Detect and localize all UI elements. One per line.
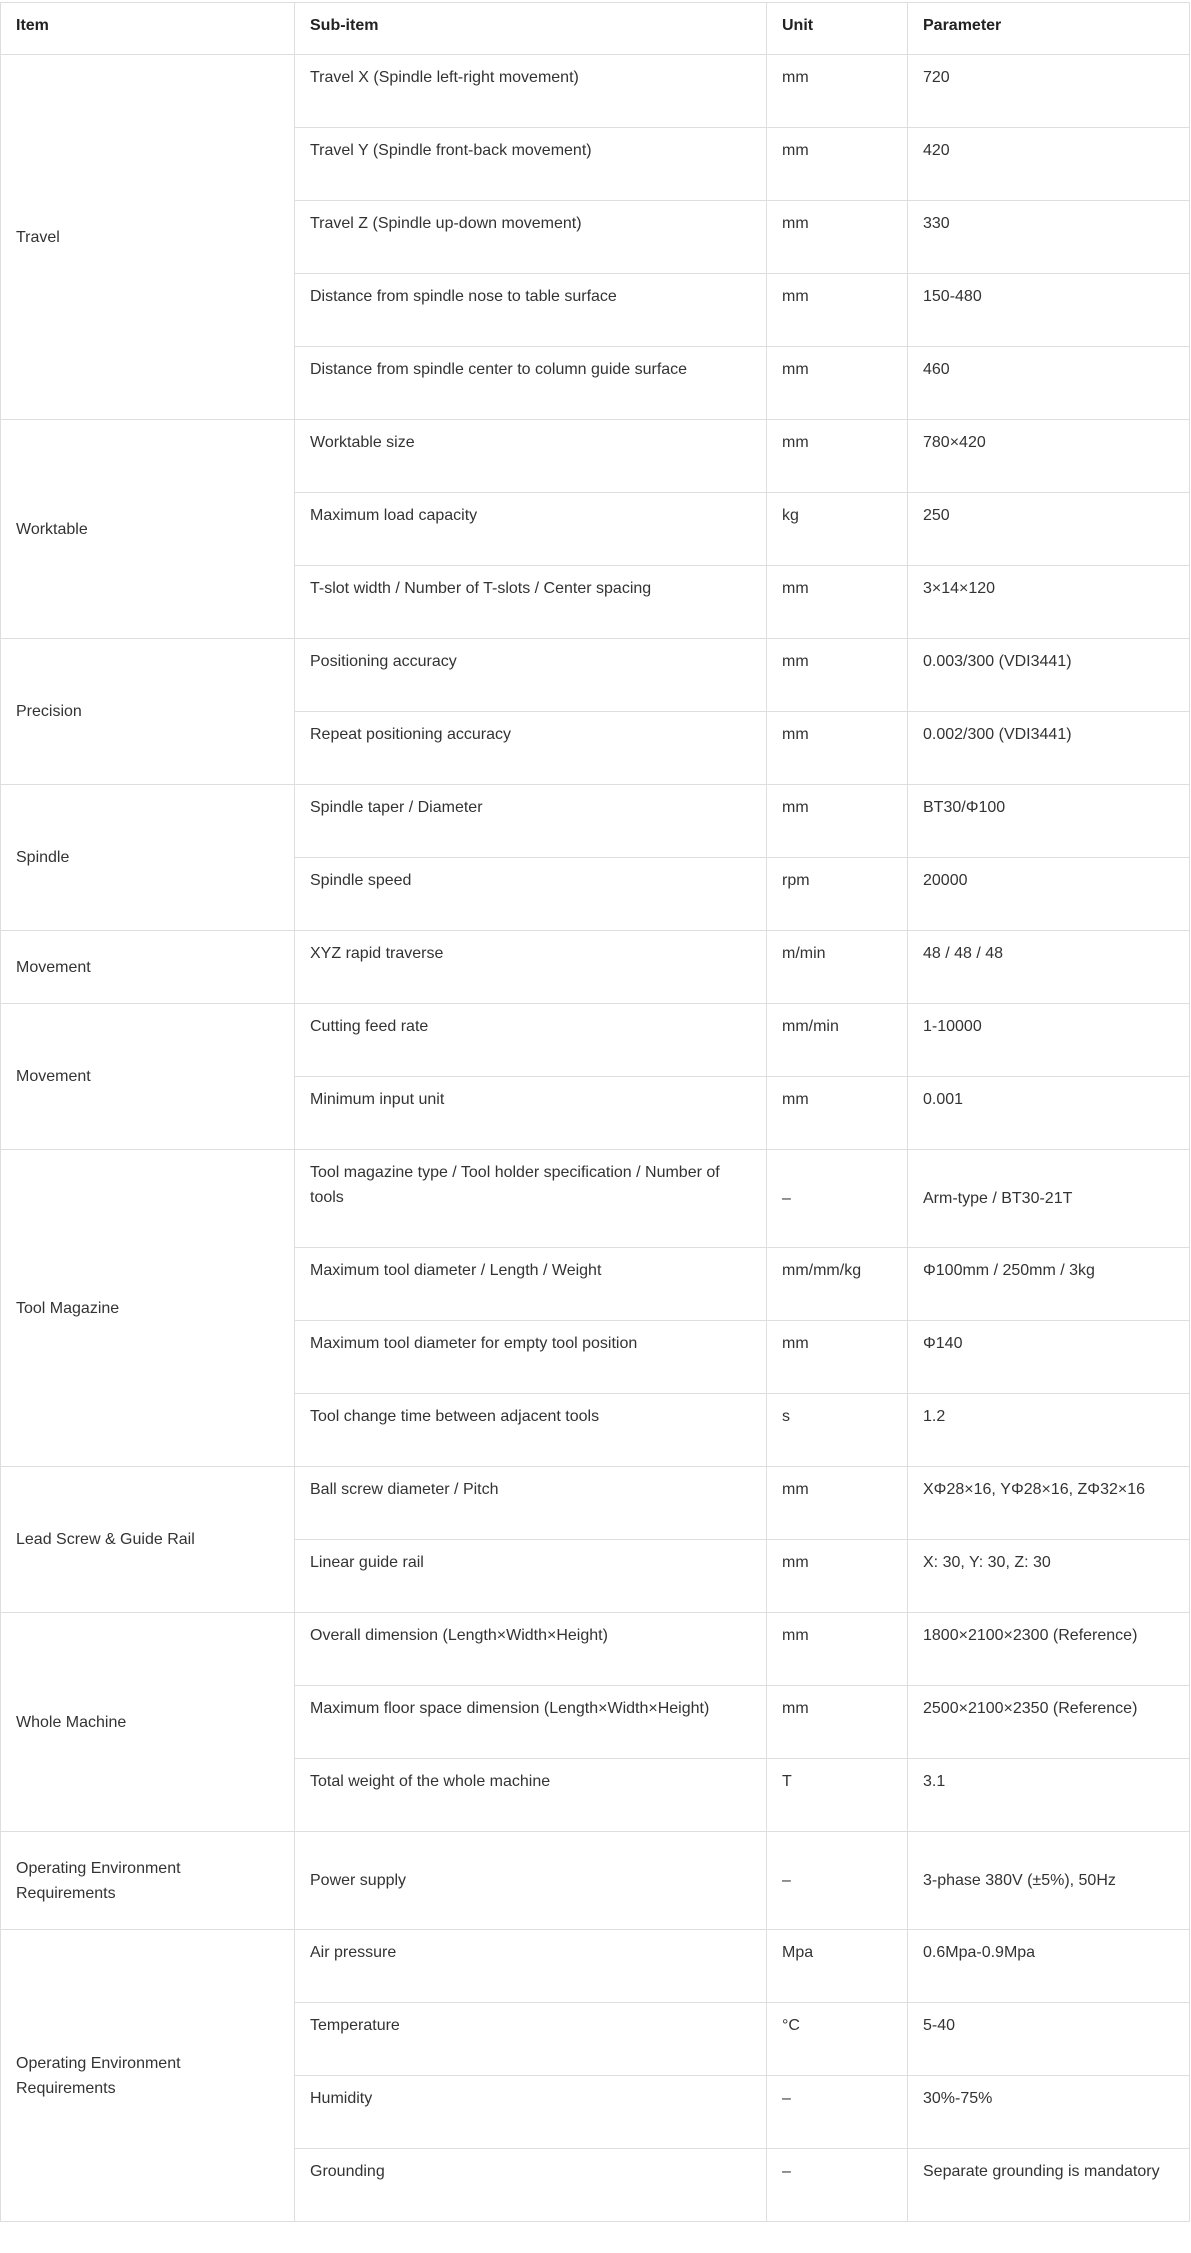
sub-item-cell: Positioning accuracy bbox=[295, 639, 767, 712]
parameter-cell: 250 bbox=[908, 493, 1190, 566]
parameter-cell: 1800×2100×2300 (Reference) bbox=[908, 1613, 1190, 1686]
parameter-cell: Φ140 bbox=[908, 1321, 1190, 1394]
unit-cell: mm bbox=[767, 1467, 908, 1540]
unit-cell: kg bbox=[767, 493, 908, 566]
unit-cell: mm bbox=[767, 274, 908, 347]
sub-item-cell: Travel Y (Spindle front-back movement) bbox=[295, 128, 767, 201]
item-cell: Travel bbox=[1, 55, 295, 420]
sub-item-cell: Maximum load capacity bbox=[295, 493, 767, 566]
sub-item-cell: Grounding bbox=[295, 2149, 767, 2222]
table-body bbox=[1, 55, 1190, 2222]
sub-item-cell: Power supply bbox=[295, 1832, 767, 1930]
parameter-cell: 5-40 bbox=[908, 2003, 1190, 2076]
table-row bbox=[1, 55, 1190, 128]
sub-item-cell: Maximum floor space dimension (Length×Width×Height) bbox=[295, 1686, 767, 1759]
table-row bbox=[1, 1150, 1190, 1248]
sub-item-cell: Temperature bbox=[295, 2003, 767, 2076]
parameter-cell: 1-10000 bbox=[908, 1004, 1190, 1077]
parameter-cell: 460 bbox=[908, 347, 1190, 420]
sub-item-cell: Total weight of the whole machine bbox=[295, 1759, 767, 1832]
parameter-cell: 420 bbox=[908, 128, 1190, 201]
unit-cell: mm bbox=[767, 1613, 908, 1686]
parameter-cell: 48 / 48 / 48 bbox=[908, 931, 1190, 1004]
item-cell: Operating Environment Requirements bbox=[1, 1930, 295, 2222]
unit-cell: mm bbox=[767, 1321, 908, 1394]
item-cell: Operating Environment Requirements bbox=[1, 1832, 295, 1930]
item-cell: Worktable bbox=[1, 420, 295, 639]
unit-cell: mm bbox=[767, 1686, 908, 1759]
parameter-cell: 0.001 bbox=[908, 1077, 1190, 1150]
parameter-cell: 780×420 bbox=[908, 420, 1190, 493]
parameter-cell: 330 bbox=[908, 201, 1190, 274]
parameter-cell: 3.1 bbox=[908, 1759, 1190, 1832]
parameter-cell: BT30/Φ100 bbox=[908, 785, 1190, 858]
unit-cell: °C bbox=[767, 2003, 908, 2076]
unit-cell: mm bbox=[767, 1540, 908, 1613]
header-unit: Unit bbox=[767, 3, 908, 55]
table-row bbox=[1, 420, 1190, 493]
sub-item-cell: Distance from spindle nose to table surface bbox=[295, 274, 767, 347]
item-cell: Lead Screw & Guide Rail bbox=[1, 1467, 295, 1613]
parameter-cell: 3-phase 380V (±5%), 50Hz bbox=[908, 1832, 1190, 1930]
unit-cell: mm bbox=[767, 639, 908, 712]
unit-cell: mm bbox=[767, 128, 908, 201]
unit-cell: – bbox=[767, 2149, 908, 2222]
parameter-cell: 0.002/300 (VDI3441) bbox=[908, 712, 1190, 785]
item-cell: Precision bbox=[1, 639, 295, 785]
sub-item-cell: Cutting feed rate bbox=[295, 1004, 767, 1077]
sub-item-cell: Linear guide rail bbox=[295, 1540, 767, 1613]
item-cell: Tool Magazine bbox=[1, 1150, 295, 1467]
sub-item-cell: Distance from spindle center to column guide surface bbox=[295, 347, 767, 420]
unit-cell: – bbox=[767, 1832, 908, 1930]
unit-cell: mm bbox=[767, 201, 908, 274]
table-row bbox=[1, 1467, 1190, 1540]
parameter-cell: 150-480 bbox=[908, 274, 1190, 347]
header-sub-item: Sub-item bbox=[295, 3, 767, 55]
parameter-cell: 0.003/300 (VDI3441) bbox=[908, 639, 1190, 712]
header-item: Item bbox=[1, 3, 295, 55]
table-row bbox=[1, 931, 1190, 1004]
sub-item-cell: Maximum tool diameter / Length / Weight bbox=[295, 1248, 767, 1321]
sub-item-cell: Spindle taper / Diameter bbox=[295, 785, 767, 858]
sub-item-cell: Ball screw diameter / Pitch bbox=[295, 1467, 767, 1540]
unit-cell: mm bbox=[767, 420, 908, 493]
sub-item-cell: Travel Z (Spindle up-down movement) bbox=[295, 201, 767, 274]
item-cell: Movement bbox=[1, 931, 295, 1004]
unit-cell: mm bbox=[767, 55, 908, 128]
unit-cell: mm bbox=[767, 1077, 908, 1150]
sub-item-cell: Overall dimension (Length×Width×Height) bbox=[295, 1613, 767, 1686]
unit-cell: m/min bbox=[767, 931, 908, 1004]
item-cell: Spindle bbox=[1, 785, 295, 931]
parameter-cell: 720 bbox=[908, 55, 1190, 128]
sub-item-cell: Repeat positioning accuracy bbox=[295, 712, 767, 785]
unit-cell: T bbox=[767, 1759, 908, 1832]
unit-cell: Mpa bbox=[767, 1930, 908, 2003]
unit-cell: – bbox=[767, 2076, 908, 2149]
table-row bbox=[1, 1930, 1190, 2003]
item-cell: Whole Machine bbox=[1, 1613, 295, 1832]
spec-table bbox=[0, 2, 1190, 2222]
header-parameter: Parameter bbox=[908, 3, 1190, 55]
sub-item-cell: Tool magazine type / Tool holder specification / Number of tools bbox=[295, 1150, 767, 1248]
unit-cell: s bbox=[767, 1394, 908, 1467]
unit-cell: mm bbox=[767, 347, 908, 420]
table-header bbox=[1, 3, 1190, 55]
parameter-cell: 1.2 bbox=[908, 1394, 1190, 1467]
sub-item-cell: Spindle speed bbox=[295, 858, 767, 931]
parameter-cell: 2500×2100×2350 (Reference) bbox=[908, 1686, 1190, 1759]
parameter-cell: Arm-type / BT30-21T bbox=[908, 1150, 1190, 1248]
table-row bbox=[1, 639, 1190, 712]
table-row bbox=[1, 1613, 1190, 1686]
parameter-cell: 3×14×120 bbox=[908, 566, 1190, 639]
sub-item-cell: Minimum input unit bbox=[295, 1077, 767, 1150]
parameter-cell: Separate grounding is mandatory bbox=[908, 2149, 1190, 2222]
table-row bbox=[1, 785, 1190, 858]
header-row bbox=[1, 3, 1190, 55]
unit-cell: mm/mm/kg bbox=[767, 1248, 908, 1321]
unit-cell: rpm bbox=[767, 858, 908, 931]
sub-item-cell: Humidity bbox=[295, 2076, 767, 2149]
parameter-cell: 0.6Mpa-0.9Mpa bbox=[908, 1930, 1190, 2003]
table-row bbox=[1, 1004, 1190, 1077]
sub-item-cell: Air pressure bbox=[295, 1930, 767, 2003]
parameter-cell: 30%-75% bbox=[908, 2076, 1190, 2149]
sub-item-cell: T-slot width / Number of T-slots / Center spacing bbox=[295, 566, 767, 639]
unit-cell: mm/min bbox=[767, 1004, 908, 1077]
parameter-cell: XΦ28×16, YΦ28×16, ZΦ32×16 bbox=[908, 1467, 1190, 1540]
sub-item-cell: Maximum tool diameter for empty tool position bbox=[295, 1321, 767, 1394]
item-cell: Movement bbox=[1, 1004, 295, 1150]
table-row bbox=[1, 1832, 1190, 1930]
parameter-cell: X: 30, Y: 30, Z: 30 bbox=[908, 1540, 1190, 1613]
sub-item-cell: Travel X (Spindle left-right movement) bbox=[295, 55, 767, 128]
unit-cell: mm bbox=[767, 785, 908, 858]
sub-item-cell: Tool change time between adjacent tools bbox=[295, 1394, 767, 1467]
unit-cell: – bbox=[767, 1150, 908, 1248]
sub-item-cell: Worktable size bbox=[295, 420, 767, 493]
parameter-cell: 20000 bbox=[908, 858, 1190, 931]
parameter-cell: Φ100mm / 250mm / 3kg bbox=[908, 1248, 1190, 1321]
unit-cell: mm bbox=[767, 712, 908, 785]
sub-item-cell: XYZ rapid traverse bbox=[295, 931, 767, 1004]
unit-cell: mm bbox=[767, 566, 908, 639]
